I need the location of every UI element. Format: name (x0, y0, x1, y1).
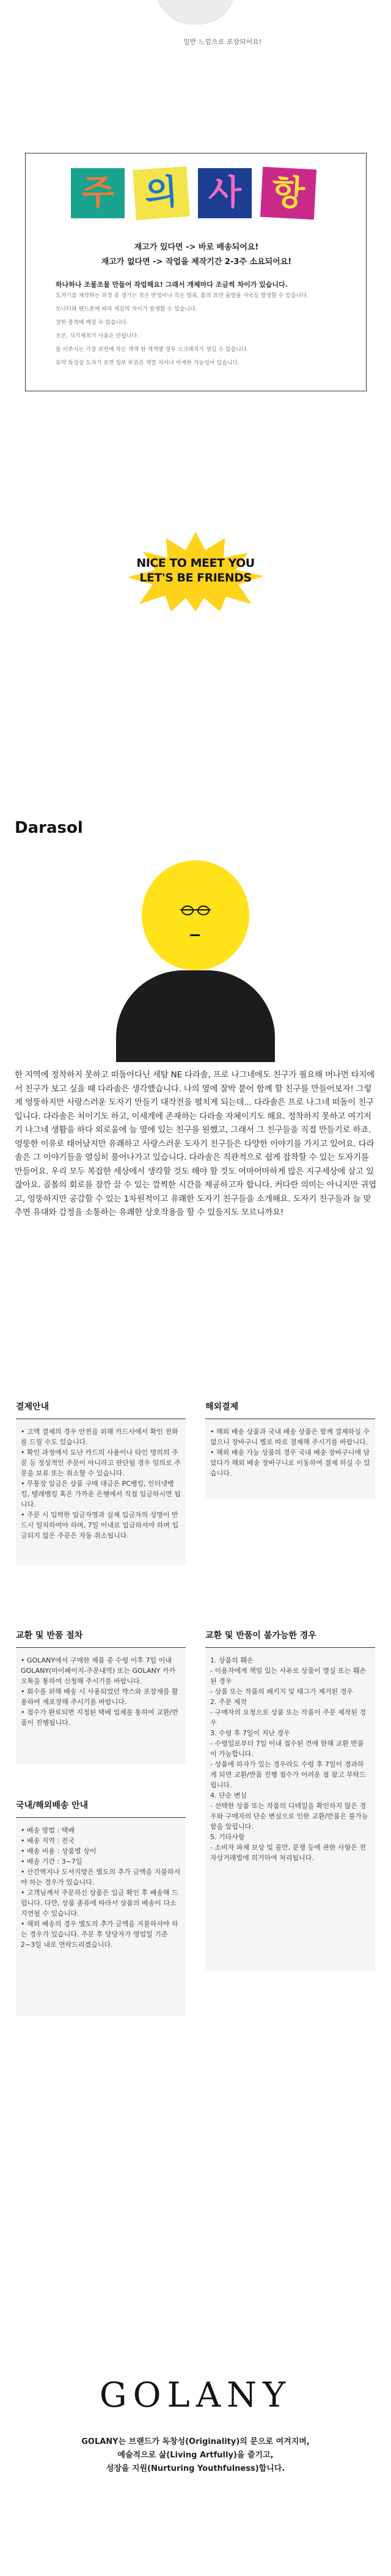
list-item: • 고객님께서 주문하신 상품은 입금 확인 후 배송해 드립니다. 다만, 상품 종류에 따라서 상품의 배송이 다소 지연될 수 있습니다. (21, 1889, 178, 1917)
notice-production-line: 재고가 없다면 -> 작업을 제작기간 2-3주 소요되어요! (101, 257, 292, 267)
list-item: 3. 수령 후 7일이 지난 경우 (210, 1729, 290, 1737)
list-item: • 확인 과정에서 도난 카드의 사용이나 타인 명의의 주문 등 정상적인 주문이 아니라고 판단될 경우 임의로 주문을 보류 또는 취소할 수 있습니다. (21, 1449, 181, 1477)
notice-list (56, 281, 343, 373)
list-item: - 선택한 상품 또는 작품의 디테일을 확인하지 않은 경우와 구매자의 단순 변심으로 인한 교환/반품은 불가능함을 알립니다. (210, 1802, 368, 1831)
notice-item: 물 이쑤시는 가장 표면에 작은 색색 한 색색별 경우 스크래치가 생길 수 있습니다. (56, 347, 249, 353)
overseas-list (210, 1426, 370, 1478)
payment-title: 결제안내 (16, 1402, 49, 1412)
list-item: - 상품 또는 작품의 패키지 및 태그가 제거된 경우 (210, 1688, 353, 1696)
notice-item: 도자기를 재작하는 과정 중 생기는 작은 반점이나 작은 얼룩, 흙의 표면 물방울 자국등 발생할 수 있습니다. (56, 293, 309, 299)
darasol-character (116, 860, 275, 1062)
character-glasses (180, 909, 211, 914)
notice-item: 강한 충격에 깨질 수 있습니다. (56, 320, 128, 326)
list-item: • 해외 배송의 경우 별도의 추가 금액을 지불하셔야 하는 경우가 있습니다. 주문 후 당당자가 영업일 기준 2~3일 내로 연락드리겠습니다. (21, 1920, 178, 1949)
notice-stock-line: 재고가 있다면 -> 바로 배송되어요! (134, 243, 259, 252)
brand-story-text: 한 지역에 정착하지 못하고 떠돌아다닌 세탐 NE 다라솔, 프로 나그네에도 친구가 필요해 머나먼 타지에서 친구가 보고 싶을 때 다라솔은 생각했습니다. 나의 옆에 잘박 붙어 함께 할 친구를 만들어보자! 그렇게 엉뚱하지만 사랑스러운 도자기 만들기 대작전을 펼치게 되는데... 다라솔은 프로 나그네 떠돌이 친구입니다. 다라솔은 처이기도 하고, 이세계에 존재하는 다라솔 자체이기도 해요. 정착하지 못하고 여기저기 나그네 생활을 하다 외로움에 늘 옆에 있는 친구를 원했고, 그래서 그 친구들을 직접 만들기로 하죠. 엉뚱한 이유로 태어났지만 유쾌하고 사랑스러운 도자기 친구들은 다양한 이야기를 가지고 있어요. 다라솔은 그 이야기들을 열심히 풀어나가고 있습니다. 다라솔은 직관적으로 쉽게 잡착할 수 있는 도자기를 만들어요. 우리 모두 복잡한 세상에서 생각할 것도 해야 할 것도 어마어마하게 많은 지구세상에 살고 있잖아요. 골몰의 회로를 잠깐 끌 수 있는 깜찍한 시간을 제공하고자 합니다. 커다란 의미는 아니지만 귀엽고, 엉뚱하지만 공감할 수 있는 1차원적이고 유쾌한 도자기 친구들을 소개해요. 도자기 친구들과 늘 맞추면 유대와 감정을 소통하는 유쾌한 상호작용을 할 수 있을지도 모르니까요! (15, 1070, 376, 1217)
brand-title: Darasol (15, 819, 83, 837)
list-item: • 배송 방법 : 택배 (21, 1826, 75, 1834)
list-item: • 회수를 위해 배송 시 사용되었던 박스와 포장재를 활용하여 재포장해 주시기를 바랍니다. (21, 1688, 178, 1706)
character-head (142, 860, 249, 970)
character-body (116, 970, 275, 1062)
payment-list (21, 1426, 181, 1541)
list-item: 1. 상품의 훼손 (210, 1656, 254, 1664)
notice-title (71, 162, 323, 218)
character-mouth (190, 934, 200, 936)
list-item: • 해외 배송 가능 상품의 경우 국내 배송 장바구니에 담았다가 해외 배송 장바구니로 이동하여 결제 하실 수 있습니다. (210, 1449, 370, 1477)
friends-sticker (122, 532, 269, 611)
list-item: • 배송 비용 : 상품별 상이 (21, 1847, 97, 1855)
list-item: 2. 주문 제작 (210, 1698, 247, 1706)
notice-item: 하나하나 조물조물 만들어 작업해요! 그래서 개체마다 조금씩 차이가 있습니다. (56, 281, 288, 289)
shipping-list (21, 1825, 181, 1950)
list-item: - 수령일로부터 7일 이내 접수된 건에 한해 교환 반품이 가능합니다. (210, 1740, 364, 1758)
sticker-line-1: NICE TO MEET YOU (136, 556, 255, 570)
notice-title-char: 항 (260, 167, 316, 220)
notice-box (25, 153, 367, 391)
exchange-title: 교환 및 반품 절차 (16, 1631, 83, 1640)
list-item: 5. 기타사항 (210, 1833, 245, 1841)
notice-title-char: 사 (198, 168, 252, 218)
exchange-list (21, 1655, 181, 1728)
sticker-line-2: LET'S BE FRIENDS (139, 571, 252, 585)
impossible-list (210, 1655, 370, 1863)
list-item: • 고액 결제의 경우 안전을 위해 카드사에서 확인 전화를 드릴 수도 있습니다. (21, 1428, 178, 1446)
footer-line-2: 예술적으로 삶(Living Artfully)을 즐기고, (117, 2451, 274, 2460)
notice-item: 모니터와 핸드폰에 따라 색감의 차이가 발생할 수 있습니다. (56, 306, 197, 312)
packaging-caption: 일반 느낌으로 포장되어요! (183, 38, 262, 46)
list-item: • 산간벽지나 도서지방은 별도의 추가 금액을 지불하셔야 하는 경우가 있습니다. (21, 1868, 181, 1886)
list-item: • 접수가 완료되면 지정된 택배 업체를 통하여 교환/반품이 진행됩니다. (21, 1708, 178, 1727)
list-item: • 배송 기간 : 3~7일 (21, 1858, 82, 1866)
notice-item: 오븐, 식기세척기 사용은 안됩니다. (56, 333, 139, 339)
list-item: - 소비자 파체 보상 및 불만, 분쟁 등에 관한 사항은 전자상거래법에 의거하여 처리됩니다. (210, 1843, 366, 1862)
notice-title-char: 주 (71, 168, 125, 218)
list-item: 4. 단순 변심 (210, 1792, 247, 1799)
shipping-title: 국내/해외배송 안내 (16, 1801, 89, 1810)
notice-title-char: 의 (133, 166, 190, 220)
list-item: • GOLANY에서 구매한 제품 중 수령 이후 7일 이내 GOLANY(마이페이지-주문내역) 또는 GOLANY 카카오톡을 통하여 신청해 주시기를 바랍니다. (21, 1656, 176, 1685)
list-item: - 구매자의 요청으로 상품 또는 작품이 주문 제작된 경우 (210, 1708, 367, 1727)
notice-item: 유약 특성상 도자기 표면 일부 부분은 색깔 차이나 미세한 가능성이 있습니다. (56, 360, 239, 366)
brand-logo: GOLANY (99, 2375, 292, 2415)
list-item: • 무통장 입금은 상품 구매 대금은 PC뱅킹, 인터넷뱅킹, 텔레뱅킹 혹은 가까운 은행에서 직접 입금하시면 됩니다. (21, 1480, 181, 1508)
list-item: • 해외 배송 상품과 국내 배송 상품은 함께 결제하실 수 없으니 장바구니 별로 따로 결제해 주시기를 바랍니다. (210, 1428, 370, 1446)
product-top-strip (0, 0, 391, 61)
list-item: - 이용자에게 책임 있는 사유로 상품이 멸실 또는 훼손된 경우 (210, 1667, 367, 1685)
footer-line-3: 성장을 지원(Nurturing Youthfulness)합니다. (106, 2464, 285, 2473)
impossible-title: 교환 및 반품이 불가능한 경우 (205, 1631, 316, 1640)
list-item: • 주문 시 입력한 입금자명과 실제 입금자의 성명이 반드시 일치하여야 하며, 7일 이내로 입금하셔야 하며 입금되지 않은 주문은 자동 취소됩니다. (21, 1511, 179, 1540)
packaging-image (156, 0, 235, 24)
overseas-title: 해외결제 (205, 1402, 239, 1412)
list-item: • 배송 지역 : 전국 (21, 1837, 75, 1845)
footer-line-1: GOLANY는 브랜드가 독창성(Originality)의 문으로 여겨지며, (81, 2437, 310, 2446)
list-item: - 상품에 하자가 있는 경우라도 수령 후 7일이 경과하게 되면 교환/반품 진행 접수가 어려운 점 참고 부탁드립니다. (210, 1760, 366, 1789)
